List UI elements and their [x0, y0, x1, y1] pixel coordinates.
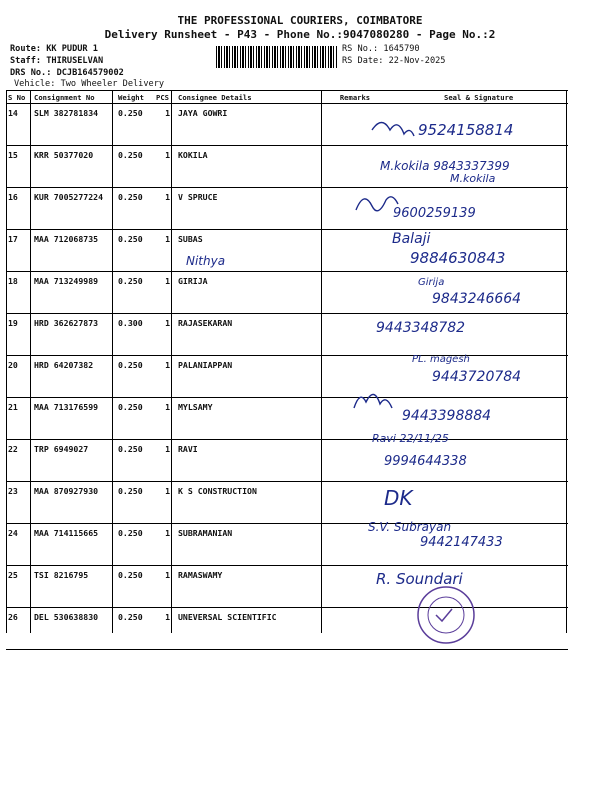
table-row [6, 314, 568, 356]
signature-name: PL. magesh [412, 354, 470, 365]
col-sno: S No [6, 91, 32, 104]
signature-phone: 9443720784 [432, 369, 522, 385]
row-weight: 0.250 [116, 188, 154, 230]
signature-name: S.V. Subrayan [368, 520, 452, 534]
row-consignment-no: MAA 713176599 [32, 398, 116, 440]
table-row [6, 566, 568, 608]
table-row [6, 230, 568, 272]
table-divider [112, 90, 113, 633]
runsheet-subtitle: Delivery Runsheet - P43 - Phone No.:9047080280 - Page No.:2 [104, 28, 496, 41]
row-weight: 0.250 [116, 356, 154, 398]
row-seal-signature [384, 440, 568, 482]
row-seal-signature [384, 608, 568, 650]
row-remarks [326, 188, 384, 230]
row-pcs: 1 [154, 566, 176, 608]
row-weight: 0.250 [116, 482, 154, 524]
row-weight: 0.250 [116, 566, 154, 608]
row-sno: 23 [6, 482, 32, 524]
row-consignment-no: MAA 712068735 [32, 230, 116, 272]
row-sno: 16 [6, 188, 32, 230]
row-seal-signature [384, 524, 568, 566]
table-row [6, 482, 568, 524]
rs-date: RS Date: 22-Nov-2025 [342, 56, 446, 66]
col-seal: Seal & Signature [384, 91, 568, 104]
table-border-left [6, 90, 7, 633]
row-weight: 0.250 [116, 398, 154, 440]
row-remarks [326, 356, 384, 398]
row-remarks [326, 272, 384, 314]
row-consignment-no: KRR 50377020 [32, 146, 116, 188]
row-consignment-no: MAA 713249989 [32, 272, 116, 314]
row-seal-signature [384, 482, 568, 524]
row-weight: 0.250 [116, 104, 154, 146]
row-remarks [326, 398, 384, 440]
row-remarks [326, 566, 384, 608]
col-consignment: Consignment No [32, 91, 116, 104]
signature-name: M.kokila [450, 172, 496, 185]
vehicle-label: Vehicle: Two Wheeler Delivery [14, 79, 165, 89]
row-pcs: 1 [154, 356, 176, 398]
signature-name-date: Ravi 22/11/25 [372, 432, 449, 445]
row-consignee: RAMASWAMY [176, 566, 326, 608]
row-weight: 0.250 [116, 608, 154, 650]
row-remarks [326, 482, 384, 524]
col-remarks: Remarks [326, 91, 384, 104]
row-consignment-no: TRP 6949027 [32, 440, 116, 482]
row-seal-signature [384, 230, 568, 272]
row-consignee: JAYA GOWRI [176, 104, 326, 146]
row-consignment-no: TSI 8216795 [32, 566, 116, 608]
table-row [6, 188, 568, 230]
table-row [6, 356, 568, 398]
row-consignee: RAJASEKARAN [176, 314, 326, 356]
staff-label: Staff: THIRUSELVAN [10, 56, 104, 66]
table-row [6, 104, 568, 146]
row-consignee: MYLSAMY [176, 398, 326, 440]
signature-phone: 9443348782 [376, 320, 466, 336]
row-consignment-no: KUR 7005277224 [32, 188, 116, 230]
col-consignee: Consignee Details [176, 91, 326, 104]
row-sno: 15 [6, 146, 32, 188]
runsheet-company-title: THE PROFESSIONAL COURIERS, COIMBATORE [177, 14, 423, 27]
signature-phone: 9600259139 [393, 206, 476, 221]
signature-name: Girija [418, 277, 445, 288]
row-pcs: 1 [154, 440, 176, 482]
row-pcs: 1 [154, 146, 176, 188]
row-weight: 0.250 [116, 146, 154, 188]
row-sno: 20 [6, 356, 32, 398]
row-remarks [326, 524, 384, 566]
row-pcs: 1 [154, 230, 176, 272]
row-consignee: SUBAS [176, 230, 326, 272]
signature-name-phone: M.kokila 9843337399 [380, 159, 510, 173]
row-consignment-no: MAA 870927930 [32, 482, 116, 524]
table-header-row [6, 91, 568, 104]
row-seal-signature [384, 188, 568, 230]
signature-phone: 9443398884 [402, 408, 492, 424]
col-weight: Weight [116, 91, 154, 104]
row-pcs: 1 [154, 398, 176, 440]
row-seal-signature [384, 356, 568, 398]
row-sno: 26 [6, 608, 32, 650]
row-consignee: K S CONSTRUCTION [176, 482, 326, 524]
barcode [216, 46, 338, 68]
row-consignment-no: HRD 64207382 [32, 356, 116, 398]
signature-phone: 9884630843 [410, 249, 506, 267]
row-remarks [326, 104, 384, 146]
row-weight: 0.250 [116, 272, 154, 314]
signature-name: Balaji [392, 231, 431, 247]
row-remarks [326, 608, 384, 650]
table-row [6, 524, 568, 566]
row-consignee: KOKILA [176, 146, 326, 188]
row-consignment-no: DEL 530638830 [32, 608, 116, 650]
table-divider [30, 90, 31, 633]
runsheet-table [6, 90, 568, 650]
row-consignee: SUBRAMANIAN [176, 524, 326, 566]
table-row [6, 608, 568, 650]
table-row [6, 440, 568, 482]
row-sno: 14 [6, 104, 32, 146]
row-sno: 18 [6, 272, 32, 314]
table-row [6, 146, 568, 188]
row-seal-signature [384, 314, 568, 356]
row-seal-signature [384, 272, 568, 314]
signature-name: R. Soundari [376, 570, 463, 588]
table-divider [321, 90, 322, 633]
row-consignee: PALANIAPPAN [176, 356, 326, 398]
row-pcs: 1 [154, 188, 176, 230]
row-pcs: 1 [154, 482, 176, 524]
row-consignee: RAVI [176, 440, 326, 482]
row-pcs: 1 [154, 608, 176, 650]
row-consignment-no: MAA 714115665 [32, 524, 116, 566]
signature-phone: 9524158814 [418, 121, 514, 139]
signature-name: Nithya [186, 254, 226, 268]
table-row [6, 272, 568, 314]
row-weight: 0.300 [116, 314, 154, 356]
row-pcs: 1 [154, 272, 176, 314]
route-label: Route: KK PUDUR 1 [10, 44, 98, 54]
signature-phone: 9843246664 [432, 291, 522, 307]
row-seal-signature [384, 146, 568, 188]
table-border-right [566, 90, 567, 633]
row-weight: 0.250 [116, 230, 154, 272]
row-sno: 22 [6, 440, 32, 482]
drs-number: DRS No.: DCJB164579002 [10, 68, 124, 78]
row-weight: 0.250 [116, 440, 154, 482]
row-sno: 17 [6, 230, 32, 272]
row-weight: 0.250 [116, 524, 154, 566]
rs-number: RS No.: 1645790 [342, 44, 420, 54]
row-consignee: UNEVERSAL SCIENTIFIC [176, 608, 326, 650]
row-pcs: 1 [154, 104, 176, 146]
row-sno: 19 [6, 314, 32, 356]
row-consignment-no: SLM 382781834 [32, 104, 116, 146]
row-sno: 25 [6, 566, 32, 608]
signature-phone: 9994644338 [384, 454, 467, 469]
row-sno: 24 [6, 524, 32, 566]
row-sno: 21 [6, 398, 32, 440]
row-seal-signature [384, 104, 568, 146]
row-remarks [326, 314, 384, 356]
row-seal-signature [384, 566, 568, 608]
col-pcs: PCS [154, 91, 176, 104]
row-remarks [326, 230, 384, 272]
table-divider [171, 90, 172, 633]
row-seal-signature [384, 398, 568, 440]
row-pcs: 1 [154, 314, 176, 356]
signature-initials: DK [384, 486, 413, 510]
row-remarks [326, 146, 384, 188]
signature-phone: 9442147433 [420, 535, 503, 550]
row-pcs: 1 [154, 524, 176, 566]
row-consignee: GIRIJA [176, 272, 326, 314]
row-consignee: V SPRUCE [176, 188, 326, 230]
table-row [6, 398, 568, 440]
row-remarks [326, 440, 384, 482]
row-consignment-no: HRD 362627873 [32, 314, 116, 356]
